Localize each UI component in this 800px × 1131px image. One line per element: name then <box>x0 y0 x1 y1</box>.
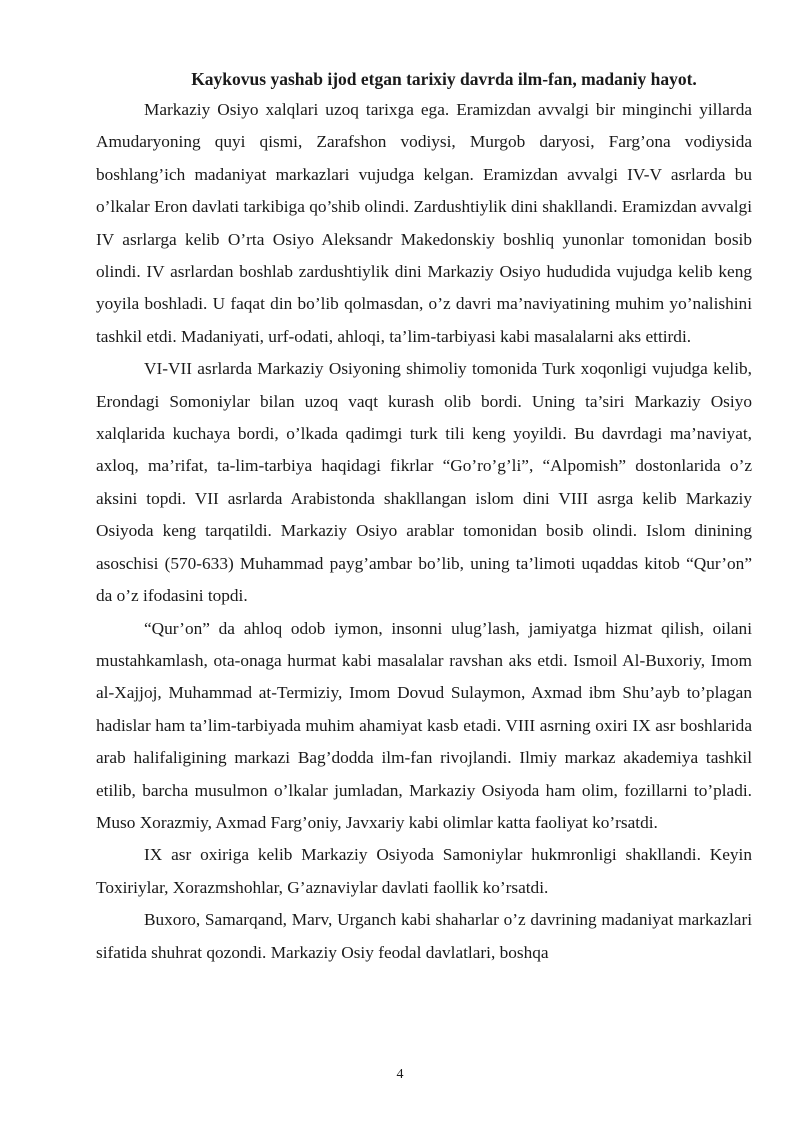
paragraph: “Qur’on” da ahloq odob iymon, insonni ulug’lash, jamiyatga hizmat qilish, oilani mustahkamlash, ota-onaga hurmat kabi masalalar ravshan aks etdi. Ismoil Al-Buxoriy, Imom al-Xajjoj, Muhammad at-Termiziy, Imom Dovud Sulaymon, Axmad ibm Shu’ayb to’plagan hadislar ham ta’lim-tarbiyada muhim ahamiyat kasb etadi. VIII asrning oxiri IX asr boshlarida arab halifaligining markazi Bag’dodda ilm-fan rivojlandi. Ilmiy markaz akademiya tashkil etilib, barcha musulmon o’lkalar jumladan, Markaziy Osiyoda ham olim, fozillarni to’pladi. Muso Xorazmiy, Axmad Farg’oniy, Javxariy kabi olimlar katta faoliyat ko’rsatdi. <box>96 618 752 832</box>
document-page <box>96 66 752 969</box>
paragraph: IX asr oxiriga kelib Markaziy Osiyoda Samoniylar hukmronligi shakllandi. Keyin Toxiriylar, Xorazmshohlar, G’aznaviylar davlati faollik ko’rsatdi. <box>96 845 752 897</box>
paragraph: Buxoro, Samarqand, Marv, Urganch kabi shaharlar o’z davrining madaniyat markazlari sifatida shuhrat qozondi. Markaziy Osiy feodal davlatlari, boshqa <box>96 910 752 962</box>
paragraph: VI-VII asrlarda Markaziy Osiyoning shimoliy tomonida Turk xoqonligi vujudga kelib, Erondagi Somoniylar bilan uzoq vaqt kurash olib bordi. Uning ta’siri Markaziy Osiyo xalqlarida kuchaya bordi, o’lkada qadimgi turk tili keng yoyildi. Bu davrdagi ma’naviyat, axloq, ma’rifat, ta-lim-tarbiya haqidagi fikrlar “Go’ro’g’li”, “Alpomish” dostonlarida o’z aksini topdi. VII asrlarda Arabistonda shakllangan islom dini VIII asrga kelib Markaziy Osiyoda keng tarqatildi. Markaziy Osiyo arablar tomonidan bosib olindi. Islom dinining asoschisi (570-633) Muhammad payg’ambar bo’lib, uning ta’limoti uqaddas kitob “Qur’on” da o’z ifodasini topdi. <box>96 359 752 606</box>
page-number: 4 <box>396 1067 404 1082</box>
document-title: Kaykovus yashab ijod etgan tarixiy davrda ilm-fan, madaniy hayot. <box>191 69 697 89</box>
paragraph: Markaziy Osiyo xalqlari uzoq tarixga ega. Eramizdan avvalgi bir minginchi yillarda Amudaryoning quyi qismi, Zarafshon vodiysi, Murgob daryosi, Farg’ona vodiysida boshlang’ich madaniyat markazlari vujudga kelgan. Eramizdan avvalgi IV-V asrlarda bu o’lkalar Eron davlati tarkibiga qo’shib olindi. Zardushtiylik dini shakllandi. Eramizdan avvalgi IV asrlarga kelib O’rta Osiyo Aleksandr Makedonskiy boshliq yunonlar tomonidan bosib olindi. IV asrlardan boshlab zardushtiylik dini Markaziy Osiyo hududida vujudga kelib keng yoyila boshladi. U faqat din bo’lib qolmasdan, o’z davri ma’naviyatining muhim yo’nalishini tashkil etdi. Madaniyati, urf-odati, ahloqi, ta’lim-tarbiyasi kabi masalalarni aks ettirdi. <box>96 100 752 346</box>
